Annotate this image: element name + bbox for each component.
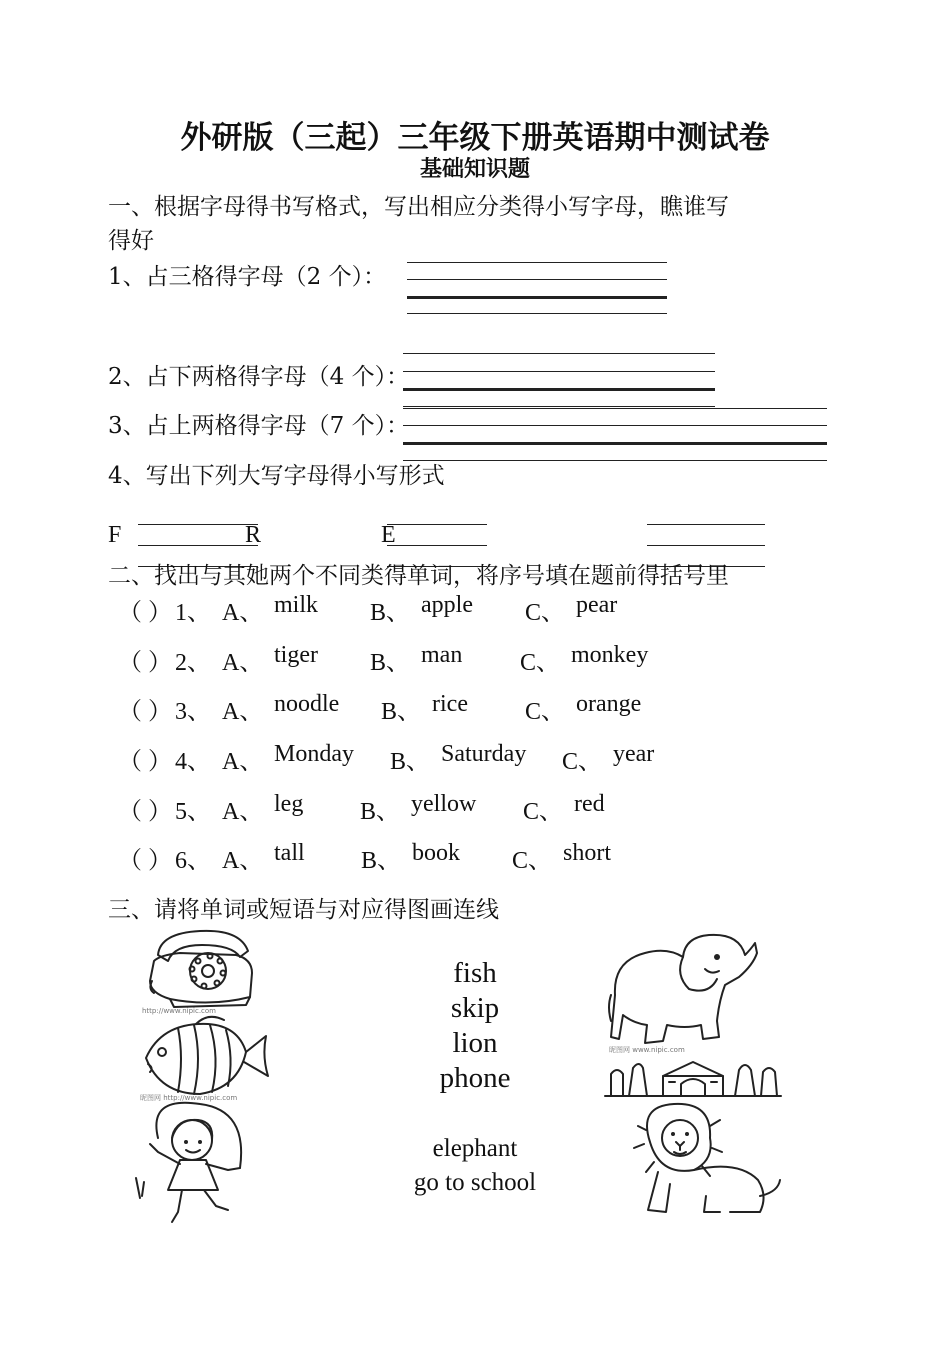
choice-number: 5、 [175,799,211,825]
option-a[interactable]: noodle [274,691,340,717]
writing-baseline [407,296,667,299]
choice-paren: （ ） [118,650,172,676]
elephant-picture[interactable] [605,925,765,1055]
choice-paren: （ ） [118,799,172,825]
writing-baseline [403,442,827,445]
option-c-label: C、 [525,699,566,725]
option-a-label: A、 [222,650,264,676]
option-a[interactable]: tiger [274,642,318,668]
option-c[interactable]: short [563,840,611,866]
word-fish[interactable]: fish [453,957,497,989]
letter-r: R [245,522,262,548]
writing-line [407,313,667,314]
word-lion[interactable]: lion [452,1027,498,1059]
option-a-label: A、 [222,848,264,874]
choice-number: 3、 [175,699,211,725]
writing-line [403,425,827,426]
option-a[interactable]: tall [274,840,305,866]
choice-paren: （ ） [118,600,172,626]
writing-line [387,545,487,546]
writing-line [403,406,715,407]
section2-heading: 二、找出与其她两个不同类得单词，将序号填在题前得括号里 [108,563,729,589]
writing-line [407,279,667,280]
writing-line [403,353,715,354]
option-a[interactable]: leg [274,791,304,817]
svg-text:昵图网 www.nipic.com: 昵图网 www.nipic.com [609,1046,685,1054]
option-b-label: B、 [361,848,402,874]
option-b[interactable]: man [421,642,463,668]
choice-paren: （ ） [118,699,172,725]
page-subtitle: 基础知识题 [419,156,530,182]
letter-f: F [108,522,122,548]
option-c-label: C、 [562,749,603,775]
option-b-label: B、 [370,650,411,676]
option-c-label: C、 [523,799,564,825]
option-c[interactable]: year [613,741,655,767]
letter-e: E [381,522,396,548]
option-b[interactable]: Saturday [441,741,527,767]
section3-heading: 三、请将单词或短语与对应得图画连线 [108,897,499,923]
choice-number: 4、 [175,749,211,775]
option-c-label: C、 [520,650,561,676]
fish-picture[interactable] [138,1010,273,1102]
section1-q4: 4、写出下列大写字母得小写形式 [108,463,445,489]
option-b[interactable]: yellow [411,791,477,817]
phone-picture[interactable] [140,925,265,1015]
option-c[interactable]: red [574,791,605,817]
girl-skipping-picture[interactable] [128,1098,268,1228]
option-c[interactable]: orange [576,691,642,717]
option-a-label: A、 [222,600,264,626]
page-title: 外研版（三起）三年级下册英语期中测试卷 [180,120,770,156]
option-a-label: A、 [222,749,264,775]
choice-number: 1、 [175,600,211,626]
option-b-label: B、 [381,699,422,725]
section1-q2: 2、占下两格得字母（4 个）： [108,364,410,390]
option-b[interactable]: apple [421,592,473,618]
option-b-label: B、 [390,749,431,775]
option-b[interactable]: rice [432,691,468,717]
word-skip[interactable]: skip [450,992,500,1024]
choice-paren: （ ） [118,848,172,874]
option-b-label: B、 [370,600,411,626]
option-c[interactable]: pear [576,592,618,618]
option-a-label: A、 [222,799,264,825]
option-c-label: C、 [525,600,566,626]
section1-q3: 3、占上两格得字母（7 个）： [108,413,410,439]
school-picture[interactable] [603,1052,783,1098]
section1-heading-line1: 一、根据字母得书写格式，写出相应分类得小写字母，瞧谁写 [108,194,729,220]
writing-line [647,545,765,546]
choice-paren: （ ） [118,749,172,775]
option-a[interactable]: Monday [274,741,354,767]
svg-text:昵图网 http://www.nipic.com: 昵图网 http://www.nipic.com [140,1094,238,1102]
section1-q1: 1、占三格得字母（2 个）： [108,264,387,290]
choice-number: 6、 [175,848,211,874]
lion-picture[interactable] [610,1100,785,1220]
option-c[interactable]: monkey [571,642,649,668]
option-a[interactable]: milk [274,592,319,618]
word-elephant[interactable]: elephant [432,1135,518,1162]
writing-line [138,524,258,525]
section1-heading-line2: 得好 [108,228,154,254]
option-b[interactable]: book [412,840,460,866]
word-go-to-school[interactable]: go to school [413,1169,537,1196]
word-phone[interactable]: phone [439,1062,511,1094]
writing-line [387,524,487,525]
writing-line [403,408,827,409]
writing-line [407,262,667,263]
writing-line [403,371,715,372]
writing-line [138,545,258,546]
writing-line [647,524,765,525]
option-c-label: C、 [512,848,553,874]
option-b-label: B、 [360,799,401,825]
writing-baseline [403,388,715,391]
option-a-label: A、 [222,699,264,725]
svg-text:http://www.nipic.com: http://www.nipic.com [142,1007,216,1015]
choice-number: 2、 [175,650,211,676]
writing-line [403,460,827,461]
